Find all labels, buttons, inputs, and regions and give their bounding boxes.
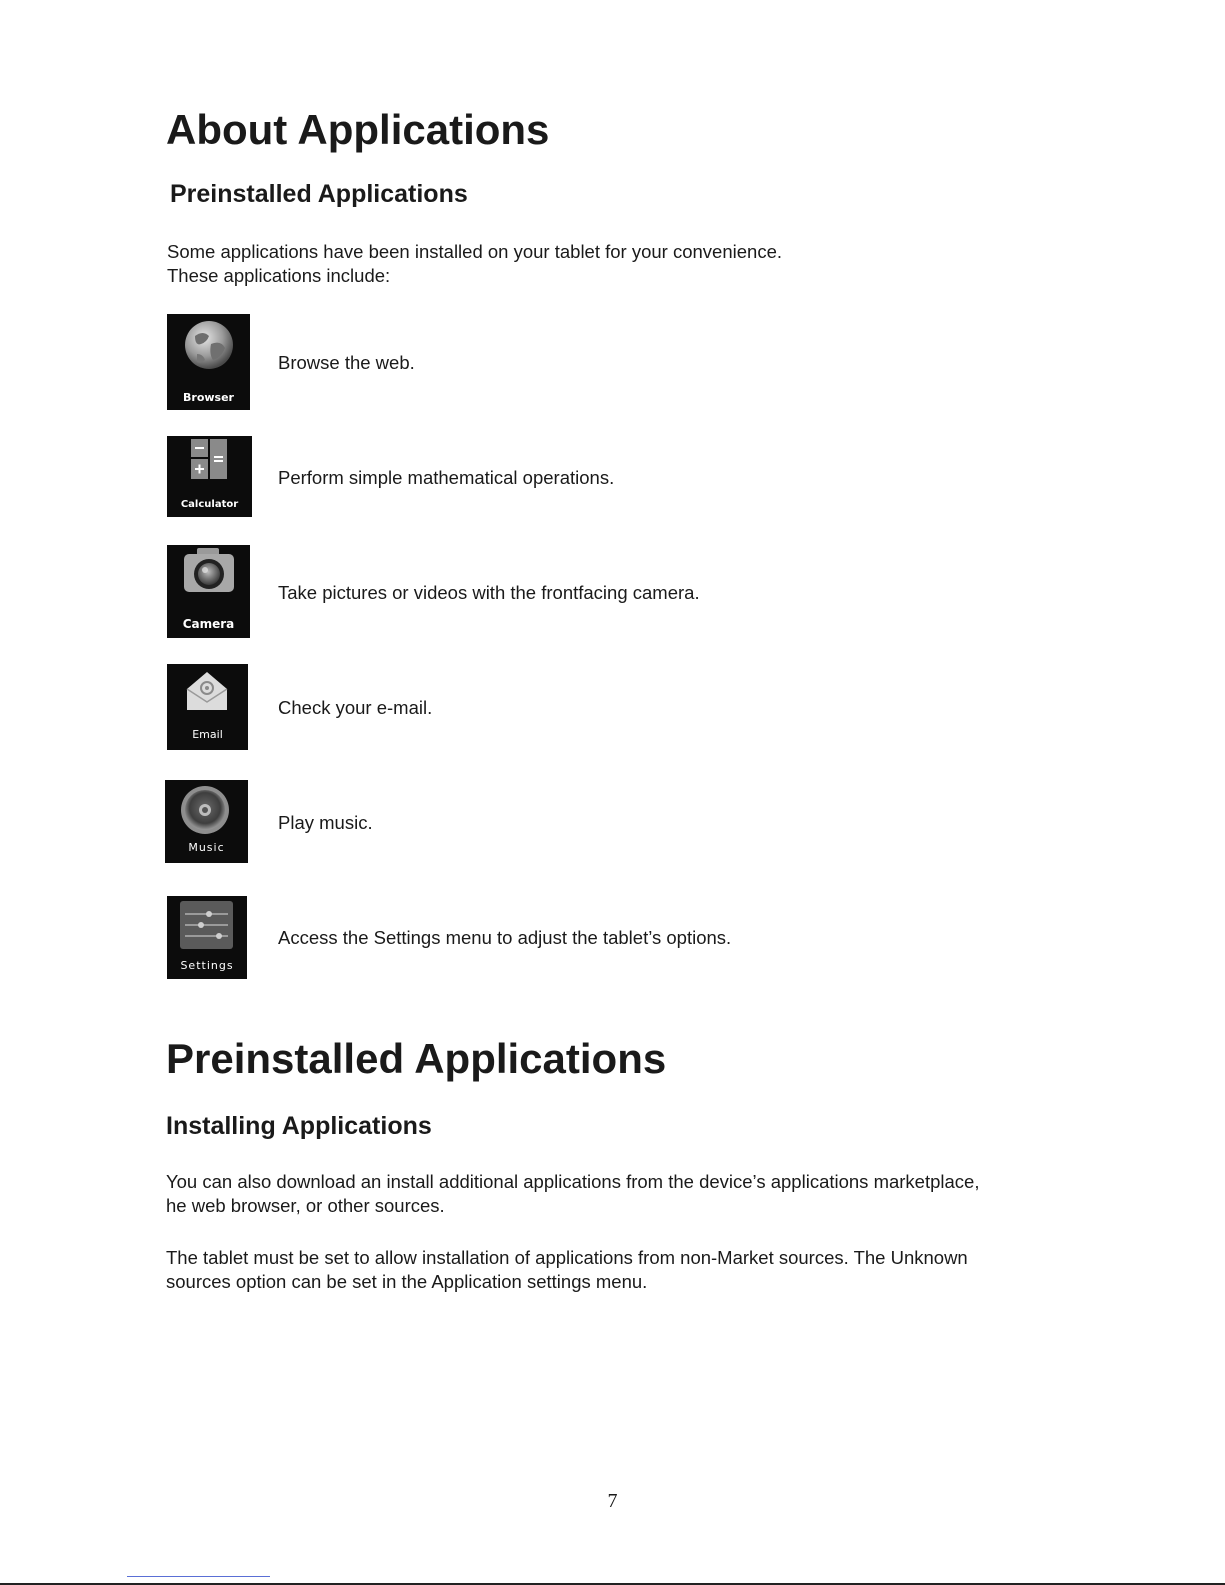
calculator-icon <box>167 436 252 517</box>
app-label: Settings <box>180 959 234 972</box>
email-envelope-icon <box>167 664 248 750</box>
para1-line-2: he web browser, or other sources. <box>166 1195 445 1216</box>
intro-line-1: Some applications have been installed on your tablet for your convenience. <box>167 241 782 262</box>
settings-sliders-icon <box>167 896 247 979</box>
app-label: Camera <box>182 617 235 631</box>
section2-title: Preinstalled Applications <box>166 1035 667 1082</box>
app-label: Email <box>192 728 223 741</box>
app-label: Calculator <box>180 499 239 510</box>
app-description: Take pictures or videos with the frontfacing camera. <box>278 582 700 603</box>
para2-line-1: The tablet must be set to allow installation of applications from non-Market sources. The Unknown <box>166 1247 968 1268</box>
section-subtitle: Preinstalled Applications <box>170 180 468 208</box>
page-number: 7 <box>607 1490 618 1512</box>
app-description: Play music. <box>278 812 373 833</box>
intro-line-2: These applications include: <box>167 265 391 286</box>
browser-globe-icon <box>167 314 250 410</box>
page-title: About Applications <box>166 106 550 153</box>
para1-line-1: You can also download an install additional applications from the device’s applications marketplace, <box>166 1171 980 1192</box>
camera-icon <box>167 545 250 638</box>
section2-subtitle: Installing Applications <box>166 1112 432 1140</box>
app-description: Perform simple mathematical operations. <box>278 467 615 488</box>
footer-link-line <box>127 1576 270 1577</box>
para2-line-2: sources option can be set in the Application settings menu. <box>166 1271 648 1292</box>
app-label: Music <box>188 841 225 854</box>
music-speaker-icon <box>165 780 248 863</box>
app-description: Access the Settings menu to adjust the tablet’s options. <box>278 927 732 948</box>
app-description: Check your e-mail. <box>278 697 433 718</box>
app-description: Browse the web. <box>278 352 415 373</box>
app-label: Browser <box>183 391 234 404</box>
